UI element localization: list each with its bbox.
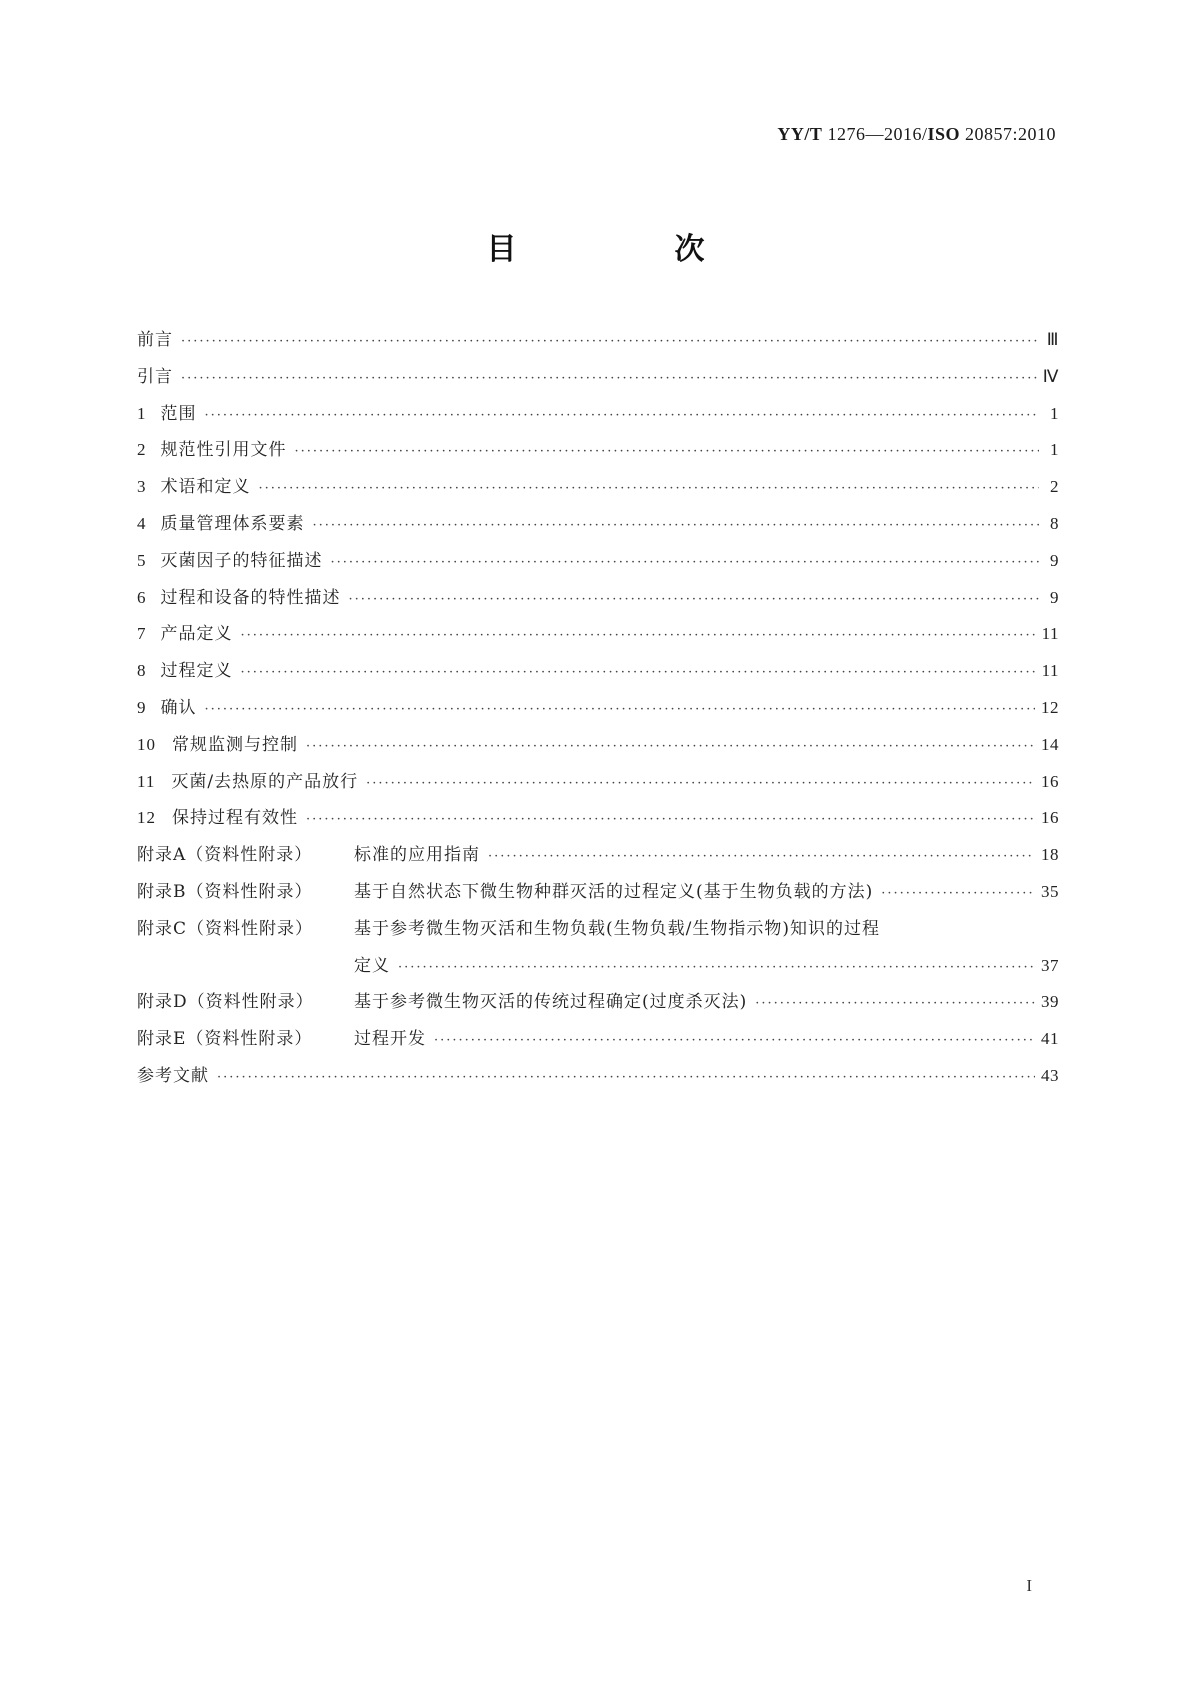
- dot-leader: [181, 334, 1039, 349]
- toc-entry-label: [137, 509, 305, 534]
- toc-entry-number: 2: [137, 440, 147, 460]
- dot-leader: [306, 739, 1035, 754]
- toc-entry-foreword[interactable]: [137, 325, 1059, 362]
- dot-leader: [398, 960, 1035, 975]
- dot-leader: [349, 592, 1040, 607]
- toc-entry-10[interactable]: [137, 730, 1059, 767]
- toc-entry-number: 9: [137, 697, 147, 717]
- toc-entry-number: 6: [137, 587, 147, 607]
- toc-entry-annex-b[interactable]: [137, 877, 1059, 914]
- dot-leader: [241, 628, 1036, 643]
- toc-entry-page: Ⅳ: [1042, 366, 1059, 386]
- toc-entry-page: 39: [1041, 992, 1059, 1012]
- toc-entry-text: 过程定义: [160, 661, 233, 682]
- dot-leader: [306, 812, 1035, 827]
- annex-designation: 附录C（资料性附录）: [137, 918, 314, 939]
- annex-designation: 附录D（资料性附录）: [137, 992, 314, 1013]
- toc-entry-number: 5: [137, 550, 147, 570]
- toc-entry-annex-e[interactable]: [137, 1024, 1059, 1061]
- dot-leader: [241, 665, 1036, 680]
- toc-entry-text: 过程开发: [354, 1029, 426, 1050]
- toc-entry-text: 基于自然状态下微生物种群灭活的过程定义(基于生物负载的方法): [354, 881, 874, 902]
- toc-entry-page: 12: [1041, 697, 1059, 717]
- toc-entry-page: 11: [1041, 624, 1059, 644]
- dot-leader: [217, 1070, 1035, 1085]
- standard-code: 1276—2016/: [822, 124, 928, 144]
- dot-leader: [313, 518, 1040, 533]
- toc-entry-7[interactable]: [137, 619, 1059, 656]
- toc-entry-page: 35: [1041, 881, 1059, 901]
- dot-leader: [755, 996, 1035, 1011]
- toc-entry-label: [137, 767, 358, 792]
- toc-entry-text: 质量管理体系要素: [160, 513, 305, 534]
- toc-entry-annex-d[interactable]: [137, 987, 1059, 1024]
- toc-entry-9[interactable]: [137, 693, 1059, 730]
- toc-entry-8[interactable]: [137, 656, 1059, 693]
- toc-entry-page: 14: [1041, 734, 1059, 754]
- page-number: I: [1026, 1576, 1032, 1595]
- toc-entry-page: 1: [1050, 440, 1059, 460]
- toc-entry-number: 1: [137, 403, 147, 423]
- toc-entry-label: [137, 1024, 426, 1049]
- annex-designation: 附录B（资料性附录）: [137, 881, 313, 902]
- toc-entry-label: [137, 877, 873, 902]
- toc-entry-text: 确认: [160, 697, 197, 718]
- dot-leader: [295, 444, 1040, 459]
- toc-entry-page: 2: [1050, 477, 1059, 497]
- annex-designation: 附录A（资料性附录）: [137, 845, 313, 866]
- dot-leader: [434, 1033, 1035, 1048]
- toc-entry-text: 范围: [160, 403, 197, 424]
- iso-code: 20857:2010: [959, 124, 1056, 144]
- toc-entry-page: 1: [1050, 403, 1059, 423]
- dot-leader: [205, 702, 1036, 717]
- toc-entry-number: 8: [137, 661, 147, 681]
- standard-number: [777, 124, 1056, 145]
- toc-entry-text: 灭菌/去热原的产品放行: [171, 771, 359, 792]
- toc-entry-page: 8: [1050, 513, 1059, 533]
- dot-leader: [331, 555, 1040, 570]
- annex-designation: 附录E（资料性附录）: [137, 1029, 313, 1050]
- toc-entry-label: [137, 730, 298, 755]
- toc-entry-page: 41: [1041, 1029, 1059, 1049]
- toc-entry-page: 16: [1041, 808, 1059, 828]
- toc-entry-number: 3: [137, 477, 147, 497]
- toc-entry-text: 保持过程有效性: [172, 808, 298, 829]
- toc-entry-page: 18: [1041, 845, 1059, 865]
- dot-leader: [181, 371, 1037, 386]
- toc-entry-page: 16: [1041, 771, 1059, 791]
- dot-leader: [366, 776, 1035, 791]
- standard-prefix: YY/T: [777, 124, 823, 144]
- toc-entry-text: 基于参考微生物灭活的传统过程确定(过度杀灭法): [354, 992, 748, 1013]
- toc-entry-1[interactable]: [137, 399, 1059, 436]
- toc-entry-number: 10: [137, 734, 156, 754]
- toc-entry-2[interactable]: [137, 435, 1059, 472]
- toc-entry-annex-a[interactable]: [137, 840, 1059, 877]
- toc-entry-11[interactable]: [137, 767, 1059, 804]
- toc-entry-3[interactable]: [137, 472, 1059, 509]
- toc-entry-text: 产品定义: [160, 624, 233, 645]
- table-of-contents: [137, 325, 1059, 1098]
- toc-entry-6[interactable]: [137, 583, 1059, 620]
- toc-entry-text: 术语和定义: [160, 477, 251, 498]
- toc-entry-bibliography[interactable]: [137, 1061, 1059, 1098]
- toc-entry-text: 规范性引用文件: [160, 440, 287, 461]
- toc-entry-label: 引言: [137, 366, 173, 387]
- toc-entry-page: 37: [1041, 955, 1059, 975]
- toc-entry-label: [137, 656, 233, 681]
- toc-entry-introduction[interactable]: [137, 362, 1059, 399]
- toc-entry-text: 灭菌因子的特征描述: [160, 550, 323, 571]
- toc-entry-label: [137, 399, 197, 424]
- toc-entry-number: 7: [137, 624, 147, 644]
- toc-entry-text: 过程和设备的特性描述: [160, 587, 341, 608]
- dot-leader: [205, 408, 1040, 423]
- toc-entry-4[interactable]: [137, 509, 1059, 546]
- toc-entry-label: [137, 840, 480, 865]
- dot-leader: [881, 886, 1035, 901]
- toc-entry-number: 11: [137, 771, 156, 791]
- toc-entry-annex-c-continuation[interactable]: [137, 951, 1059, 988]
- toc-entry-text: 基于参考微生物灭活和生物负载(生物负载/生物指示物)知识的过程: [354, 918, 880, 939]
- toc-entry-page: 11: [1041, 661, 1059, 681]
- toc-entry-label: [137, 435, 287, 460]
- toc-entry-label: [137, 693, 197, 718]
- toc-entry-label: 定义: [354, 955, 390, 976]
- toc-entry-label: [137, 914, 880, 939]
- iso-prefix: ISO: [927, 124, 960, 144]
- toc-entry-number: 4: [137, 513, 147, 533]
- toc-entry-12[interactable]: [137, 803, 1059, 840]
- toc-entry-label: [137, 987, 747, 1012]
- toc-entry-page: 9: [1050, 550, 1059, 570]
- toc-entry-label: 前言: [137, 330, 173, 350]
- page-title: 目 次: [486, 232, 769, 267]
- dot-leader: [488, 849, 1035, 864]
- toc-entry-label: [137, 583, 341, 608]
- toc-entry-text: 标准的应用指南: [354, 845, 480, 866]
- toc-entry-number: 12: [137, 808, 156, 828]
- toc-entry-page: 9: [1050, 587, 1059, 607]
- toc-entry-text: 常规监测与控制: [172, 734, 298, 755]
- toc-entry-label: [137, 803, 298, 828]
- toc-entry-label: [137, 619, 233, 644]
- toc-entry-annex-c[interactable]: [137, 914, 1059, 951]
- dot-leader: [259, 481, 1040, 496]
- toc-entry-label: 参考文献: [137, 1065, 209, 1086]
- toc-entry-page: Ⅲ: [1046, 330, 1059, 349]
- toc-entry-5[interactable]: [137, 546, 1059, 583]
- toc-entry-page: 43: [1041, 1065, 1059, 1085]
- toc-entry-label: [137, 546, 323, 571]
- toc-entry-label: [137, 472, 251, 497]
